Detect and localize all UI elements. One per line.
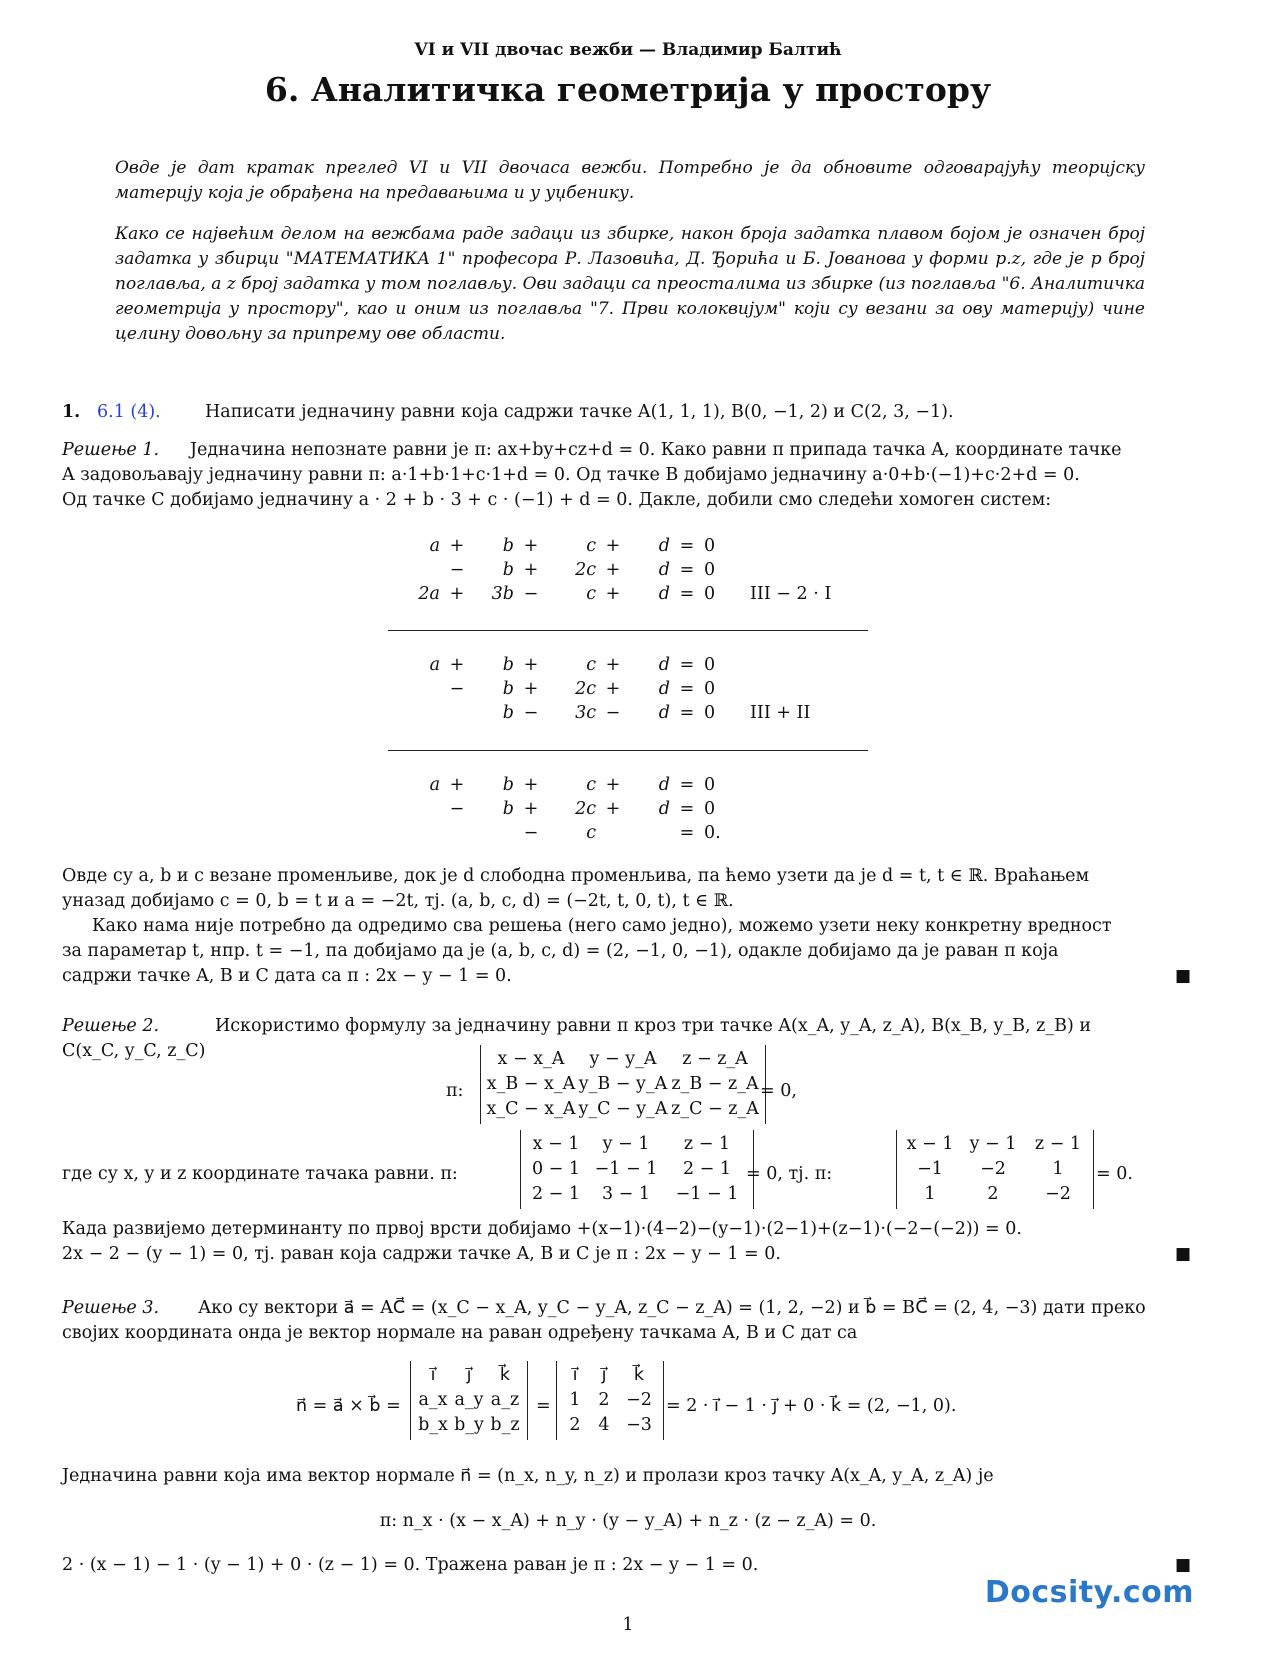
equation-cell: c [586, 775, 596, 795]
determinant-2-equals-zero: = 0. [1096, 1164, 1133, 1184]
solution-3-line-3: Једначина равни која има вектор нормале n⃗ = (n_x, n_y, n_z) и пролази кроз тачку A(x_A, y_A, z_A) је [62, 1466, 994, 1486]
equation-cell: − [523, 823, 539, 843]
equation-cell: d [658, 536, 670, 556]
problem-reference-link[interactable]: 6.1 (4). [97, 402, 161, 422]
equation-cell [400, 558, 440, 582]
qed-mark-3: ■ [1175, 1555, 1192, 1575]
equation-cell: 0 [704, 799, 716, 819]
equation-cell: = [679, 655, 695, 675]
equation-cell: b [502, 536, 514, 556]
solution-2-label: Решење 2. [62, 1016, 160, 1036]
equation-cell: − [449, 679, 465, 699]
determinant-entry: x_B − x_A [486, 1074, 576, 1094]
equation-cell: a [429, 536, 440, 556]
plane-pi-label: π: [446, 1081, 464, 1101]
solution-3-line-1: Ако су вектори a⃗ = AC⃗ = (x_C − x_A, y_C − y_A, z_C − z_A) = (1, 2, −2) и b⃗ = BC⃗ = (2, 4, −3) дати преко [198, 1298, 1146, 1318]
equation-row [400, 534, 860, 558]
determinant-entry: y − y_A [589, 1049, 657, 1069]
system-separator-1 [388, 630, 868, 631]
equation-cell: 2c [575, 679, 596, 699]
equation-cell: − [523, 584, 539, 604]
determinant-entry: −3 [626, 1415, 652, 1435]
equation-row [400, 558, 860, 582]
normal-vector-cross-product: n⃗ = a⃗ × b⃗ = [296, 1396, 401, 1416]
equation-row [400, 797, 860, 821]
determinant-entry: b_x [418, 1415, 448, 1435]
solution-1-line-1: Једначина непознате равни је π: ax+by+cz+d = 0. Како равни π припада тачка A, координате тачке [190, 440, 1122, 460]
determinant-entry: a_z [490, 1390, 520, 1410]
determinant-entry: 2 [598, 1390, 610, 1410]
equation-cell [400, 701, 440, 725]
determinant-entry: 1 [1052, 1159, 1064, 1179]
docsity-watermark-logo: Docsity.com [984, 1575, 1194, 1610]
equation-cell: + [523, 799, 539, 819]
determinant-entry: z_C − z_A [671, 1099, 759, 1119]
equation-cell: d [658, 655, 670, 675]
determinant-entry: b_z [490, 1415, 520, 1435]
solution-1-para-4: за параметар t, нпр. t = −1, па добијамо да је (a, b, c, d) = (2, −1, 0, −1), одакле добијамо да је раван π која [62, 941, 1059, 961]
determinant-entry: i⃗ [430, 1365, 436, 1385]
determinant-entry: x_C − x_A [486, 1099, 576, 1119]
equation-cell: III − 2 · I [750, 584, 832, 604]
equation-cell: b [502, 560, 514, 580]
equation-cell: 2a [418, 584, 440, 604]
determinant-entry: 2 [987, 1184, 999, 1204]
determinant-entry: 3 − 1 [601, 1184, 651, 1204]
determinant-entry: y_B − y_A [578, 1074, 668, 1094]
equation-cell: = [679, 679, 695, 699]
equation-cell: 0 [704, 703, 716, 723]
equation-cell: + [449, 536, 465, 556]
equation-cell: − [523, 703, 539, 723]
equation-cell: + [523, 679, 539, 699]
equation-cell [474, 821, 514, 845]
equation-cell: b [502, 703, 514, 723]
equation-system-3 [400, 773, 860, 845]
equation-cell: − [449, 560, 465, 580]
equation-cell [730, 558, 860, 582]
equation-cell: + [605, 560, 621, 580]
equation-cell: = [679, 536, 695, 556]
determinant-entry: 2 − 1 [531, 1184, 581, 1204]
problem-statement: Написати једначину равни која садржи тачке A(1, 1, 1), B(0, −1, 2) и C(2, 3, −1). [205, 402, 954, 422]
equation-cell: − [605, 703, 621, 723]
determinant-entry: a_x [418, 1390, 448, 1410]
equation-cell: + [523, 536, 539, 556]
equation-cell: − [449, 799, 465, 819]
equation-row [400, 821, 860, 845]
determinant-entry: 1 [924, 1184, 936, 1204]
numeric-determinant-2 [896, 1130, 1094, 1209]
symbolic-cross-determinant [410, 1361, 528, 1440]
determinant-entry: a_y [454, 1390, 484, 1410]
solution-1-label: Решење 1. [62, 440, 160, 460]
system-separator-2 [388, 750, 868, 751]
determinant-entry: −2 [980, 1159, 1006, 1179]
determinant-entry: i⃗ [572, 1365, 578, 1385]
determinant-entry: x − x_A [497, 1049, 565, 1069]
equation-row [400, 701, 860, 725]
equation-cell: d [658, 775, 670, 795]
solution-3-line-4: 2 · (x − 1) − 1 · (y − 1) + 0 · (z − 1) = 0. Тражена раван је π : 2x − y − 1 = 0. [62, 1555, 759, 1575]
equation-cell: 3b [491, 584, 514, 604]
equation-cell: = [679, 703, 695, 723]
equation-cell [400, 797, 440, 821]
determinant-entry: −1 − 1 [594, 1159, 658, 1179]
determinant-entry: y − 1 [602, 1134, 650, 1154]
qed-mark-2: ■ [1175, 1244, 1192, 1264]
equation-cell: d [658, 799, 670, 819]
equation-cell: + [449, 775, 465, 795]
equation-cell: = [679, 775, 695, 795]
equation-cell: = [679, 584, 695, 604]
determinant-entry: 4 [598, 1415, 610, 1435]
determinant-entry: y_C − y_A [578, 1099, 668, 1119]
determinant-entry: x − 1 [906, 1134, 954, 1154]
solution-1-para-2: уназад добијамо c = 0, b = t и a = −2t, тј. (a, b, c, d) = (−2t, t, 0, t), t ∈ ℝ. [62, 891, 734, 911]
equation-cell: III + II [750, 703, 811, 723]
determinant-entry: −2 [626, 1390, 652, 1410]
equation-cell: + [605, 775, 621, 795]
determinant-entry: 2 [569, 1415, 581, 1435]
determinant-entry: k⃗ [499, 1365, 511, 1385]
solution-2-line-1: Искористимо формулу за једначину равни π кроз три тачке A(x_A, y_A, z_A), B(x_B, y_B, z_B) и [215, 1016, 1092, 1036]
equation-cell: 2c [575, 560, 596, 580]
determinant-entry: j⃗ [601, 1365, 607, 1385]
determinant-entry: y − 1 [969, 1134, 1017, 1154]
equation-cell: b [502, 775, 514, 795]
equation-row [400, 653, 860, 677]
equation-row [400, 582, 860, 606]
equation-cell: 0 [704, 655, 716, 675]
determinant-entry: k⃗ [633, 1365, 645, 1385]
equation-cell: + [605, 584, 621, 604]
equation-cell: 0 [704, 560, 716, 580]
equation-cell: + [523, 560, 539, 580]
equation-cell: = [679, 560, 695, 580]
page-number: 1 [622, 1615, 634, 1635]
determinant-entry: −1 [917, 1159, 943, 1179]
equation-cell: 0. [704, 823, 721, 843]
equation-cell: + [605, 536, 621, 556]
equation-cell: c [586, 655, 596, 675]
formula-equals-zero: = 0, [760, 1081, 797, 1101]
equation-cell [440, 821, 474, 845]
cross-equals: = [536, 1396, 551, 1416]
determinant-entry: z − 1 [1034, 1134, 1082, 1154]
determinant-entry: b_y [454, 1415, 484, 1435]
equation-cell: 0 [704, 679, 716, 699]
page-title: 6. Аналитичка геометрија у простору [264, 70, 992, 109]
equation-cell: c [586, 823, 596, 843]
solution-2-line-4: Када развијемо детерминанту по првој врсти добијамо +(x−1)·(4−2)−(y−1)·(2−1)+(z−1)·(−2−(−2)) = 0. [62, 1219, 1022, 1239]
equation-cell: b [502, 679, 514, 699]
determinant-entry: −1 − 1 [675, 1184, 739, 1204]
equation-cell [596, 821, 630, 845]
intro-paragraph-2: Како се највећим делом на вежбама раде задаци из збирке, након броја задатка плавом бојом је означен број задатка у збирци "МАТЕМАТИКА 1" професора Р. Лазовића, Д. Ђорића и Б. Јованова у форми p.z, где је p број поглавља, а z број задатка у том поглављу. Ови задаци са преосталима из збирке (из поглавља "6. Аналитичка геометрија у простору", као и оним из поглавља "7. Први колоквијум" који су везани за ову материју) чине целину довољну за припрему ове области. [115, 224, 1145, 344]
determinant-entry: x − 1 [532, 1134, 580, 1154]
equation-cell [730, 821, 860, 845]
equation-cell [630, 821, 670, 845]
equation-system-2 [400, 653, 860, 725]
equation-cell [440, 701, 474, 725]
determinant-entry: z_B − z_A [671, 1074, 759, 1094]
solution-3-label: Решење 3. [62, 1298, 160, 1318]
equation-cell: 3c [575, 703, 596, 723]
solution-2-line-3: где су x, y и z координате тачака равни. π: [62, 1164, 458, 1184]
solution-1-line-3: Од тачке C добијамо једначину a · 2 + b · 3 + c · (−1) + d = 0. Дакле, добили смо следећи хомоген систем: [62, 490, 1052, 510]
equation-cell: 2c [575, 799, 596, 819]
equation-cell [400, 677, 440, 701]
equation-cell: d [658, 679, 670, 699]
equation-cell: + [449, 655, 465, 675]
equation-system-1 [400, 534, 860, 606]
equation-cell: 0 [704, 775, 716, 795]
equation-cell: d [658, 560, 670, 580]
equation-cell: + [523, 655, 539, 675]
header-course-author: VI и VII двочас вежби — Владимир Балтић [414, 40, 842, 60]
solution-3-line-2: својих координата онда је вектор нормале на раван одређену тачкама A, B и C дат са [62, 1323, 858, 1343]
equation-cell: d [658, 584, 670, 604]
equation-cell: = [679, 823, 695, 843]
solution-1-para-1: Овде су a, b и c везане променљиве, док је d слободна променљива, па ћемо узети да је d = t, t ∈ ℝ. Враћањем [62, 866, 1090, 886]
plane-formula-determinant [480, 1045, 766, 1124]
solution-1-para-3: Како нама није потребно да одредимо сва решења (него само једно), можемо узети неку конкретну вредност [92, 916, 1112, 936]
solution-1-line-2: A задовољавају једначину равни π: a·1+b·1+c·1+d = 0. Од тачке B добијамо једначину a·0+b·(−1)+c·2+d = 0. [62, 465, 1080, 485]
determinant-equals-ie: = 0, тј. π: [746, 1164, 833, 1184]
equation-cell [730, 677, 860, 701]
equation-cell [730, 653, 860, 677]
equation-cell: + [605, 799, 621, 819]
equation-cell [730, 773, 860, 797]
equation-cell [730, 797, 860, 821]
determinant-entry: z − z_A [682, 1049, 748, 1069]
equation-cell: a [429, 775, 440, 795]
equation-cell [400, 821, 440, 845]
determinant-entry: z − 1 [683, 1134, 731, 1154]
numeric-determinant-1 [520, 1130, 754, 1209]
problem-number: 1. [62, 402, 81, 422]
equation-row [400, 773, 860, 797]
equation-row [400, 677, 860, 701]
equation-cell: d [658, 703, 670, 723]
solution-2-line-5: 2x − 2 − (y − 1) = 0, тј. раван која садржи тачке A, B и C је π : 2x − y − 1 = 0. [62, 1244, 781, 1264]
equation-cell: c [586, 536, 596, 556]
numeric-cross-determinant [556, 1361, 664, 1440]
equation-cell: b [502, 799, 514, 819]
determinant-entry: −2 [1045, 1184, 1071, 1204]
equation-cell: 0 [704, 584, 716, 604]
determinant-entry: 1 [569, 1390, 581, 1410]
solution-2-line-2: C(x_C, y_C, z_C) [62, 1041, 206, 1061]
cross-product-result: = 2 · i⃗ − 1 · j⃗ + 0 · k⃗ = (2, −1, 0). [666, 1396, 957, 1416]
equation-cell: + [605, 655, 621, 675]
equation-cell: b [502, 655, 514, 675]
equation-cell: + [523, 775, 539, 795]
determinant-entry: 2 − 1 [682, 1159, 732, 1179]
equation-cell [730, 534, 860, 558]
determinant-entry: 0 − 1 [531, 1159, 581, 1179]
qed-mark-1: ■ [1175, 966, 1192, 986]
intro-paragraph-1: Овде је дат кратак преглед VI и VII двочаса вежби. Потребно је да обновите одговарајућу теоријску материју која је обрађена на предавањима и у уџбенику. [115, 158, 1145, 203]
equation-cell: a [429, 655, 440, 675]
solution-1-para-5: садржи тачке A, B и C дата са π : 2x − y − 1 = 0. [62, 966, 512, 986]
plane-normal-formula: π: n_x · (x − x_A) + n_y · (y − y_A) + n_z · (z − z_A) = 0. [379, 1511, 877, 1531]
equation-cell: c [586, 584, 596, 604]
equation-cell: 0 [704, 536, 716, 556]
equation-cell: + [449, 584, 465, 604]
equation-cell: = [679, 799, 695, 819]
determinant-entry: j⃗ [466, 1365, 472, 1385]
equation-cell: + [605, 679, 621, 699]
